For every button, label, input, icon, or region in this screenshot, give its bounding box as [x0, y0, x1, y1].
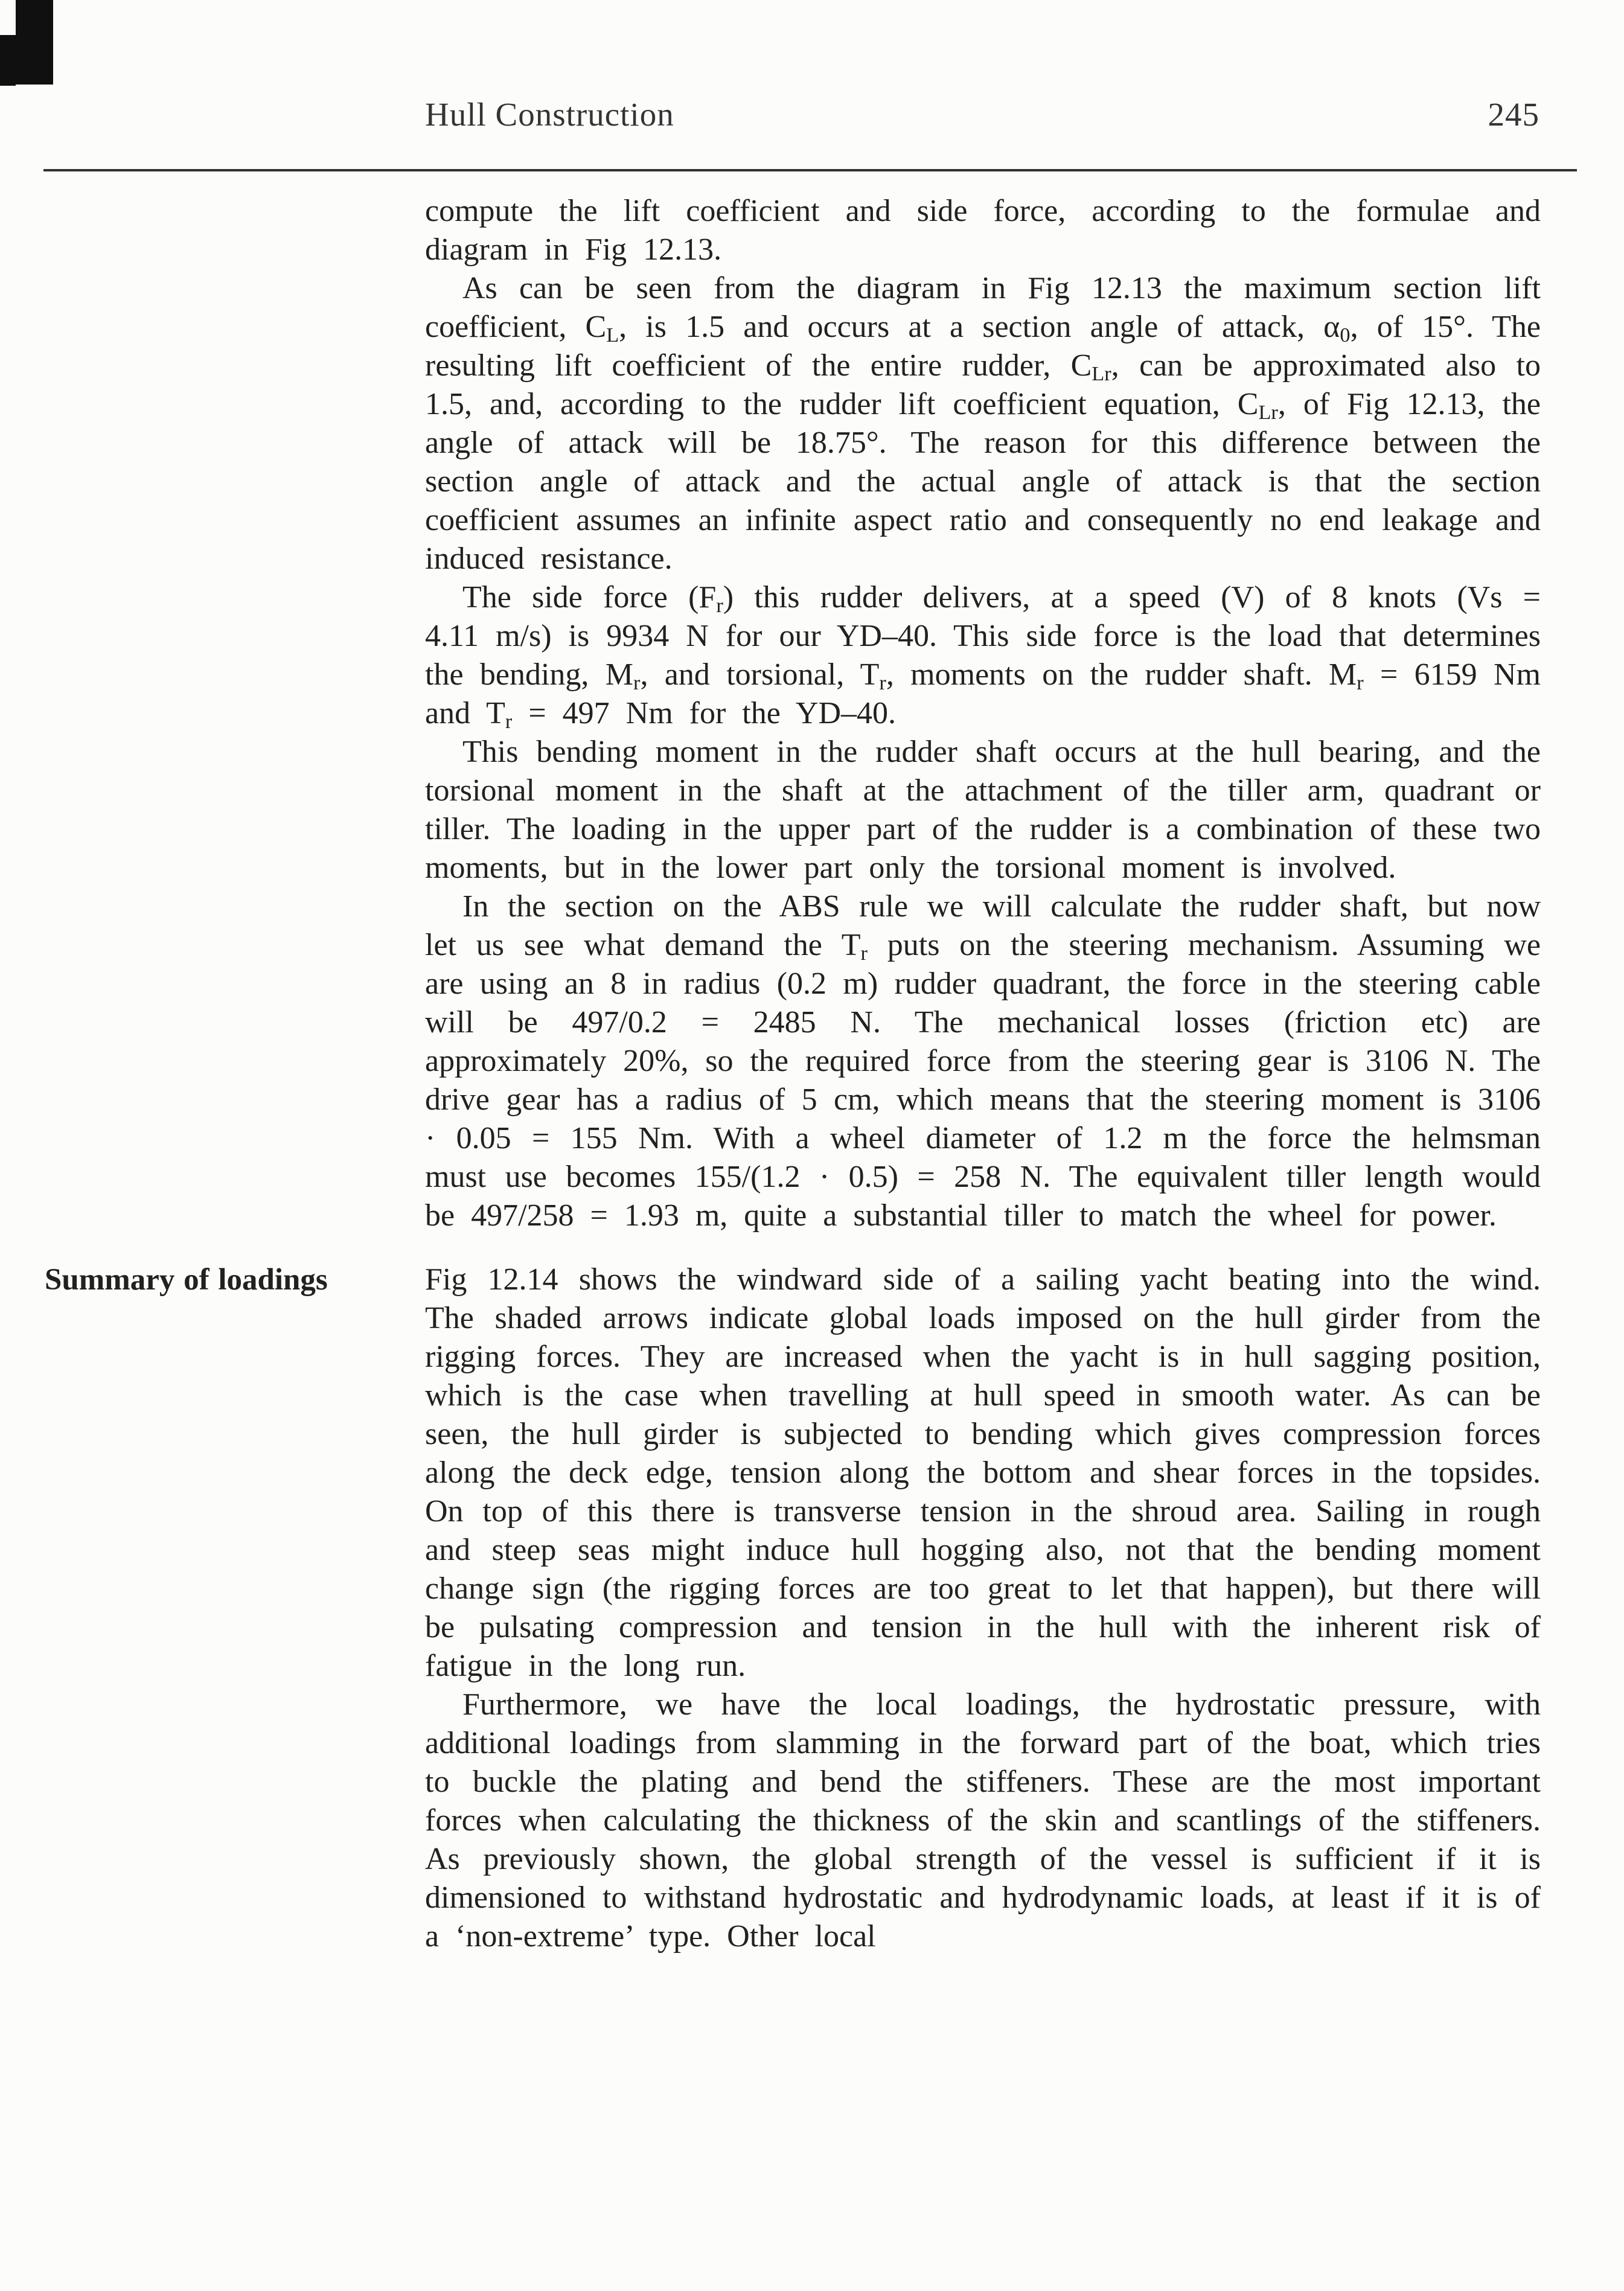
text-run: , of Fig 12.13, the angle of attack will be 18.75°. The reason for this difference between the section angle of attack and the actual angle of attack is that the section coefficient assumes an infinite aspect ratio and consequently no end leakage and induced resistance.: [425, 387, 1541, 576]
scan-artifact-mark: [16, 0, 53, 85]
text-run: compute the lift coefficient and side force, according to the formulae and diagram in Fig 12.13.: [425, 194, 1541, 267]
text-section: [45, 1261, 1541, 1956]
paragraph: [425, 578, 1541, 733]
text-run: , is 1.5 and occurs at a section angle of attack, α: [619, 310, 1340, 344]
text-run: The side force (F: [462, 580, 717, 615]
subscript-text: r: [716, 593, 723, 617]
text-run: , of 15°. The resulting lift coefficient of the entire rudder, C: [425, 310, 1541, 383]
text-run: , and torsional, T: [640, 657, 880, 692]
text-section: [425, 192, 1541, 1235]
text-run: ) this rudder delivers, at a speed (V) of 8 knots (Vs = 4.11 m/s) is 9934 N for our YD–40. This side force is the load that determines the bending, M: [425, 580, 1541, 692]
subscript-text: r: [505, 709, 513, 733]
page-number: 245: [1488, 96, 1539, 133]
subscript-text: 0: [1340, 323, 1351, 347]
subscript-text: Lr: [1258, 400, 1278, 424]
text-run: = 497 Nm for the YD–40.: [512, 696, 897, 730]
paragraph: [425, 1261, 1541, 1685]
text-run: puts on the steering mechanism. Assuming we are using an 8 in radius (0.2 m) rudder quadrant, the force in the steering cable will be 497/0.2 = 2485 N. The mechanical losses (friction etc) are approximately 20%, so the required force from the steering gear is 3106 N. The drive gear has a radius of 5 cm, which means that the steering moment is 3106 · 0.05 = 155 Nm. With a wheel diameter of 1.2 m the force the helmsman must use becomes 155/(1.2 · 0.5) = 258 N. The equivalent tiller length would be 497/258 = 1.93 m, quite a substantial tiller to match the wheel for power.: [425, 928, 1541, 1233]
subscript-text: L: [606, 323, 619, 347]
subscript-text: Lr: [1092, 362, 1111, 385]
chapter-title: Hull Construction: [425, 96, 674, 133]
paragraph: [425, 192, 1541, 269]
header-rule: [43, 169, 1577, 171]
paragraph: [425, 269, 1541, 578]
text-run: , moments on the rudder shaft. M: [886, 657, 1357, 692]
subscript-text: r: [879, 671, 886, 694]
subscript-text: r: [860, 941, 868, 965]
text-run: Fig 12.14 shows the windward side of a sailing yacht beating into the wind. The shaded arrows indicate global loads imposed on the hull girder from the rigging forces. They are increased when the yacht is in hull sagging position, which is the case when travelling at hull speed in smooth water. As can be seen, the hull girder is subjected to bending which gives compression forces along the deck edge, tension along the bottom and shear forces in the topsides. On top of this there is transverse tension in the shroud area. Sailing in rough and steep seas might induce hull hogging also, not that the bending moment change sign (the rigging forces are too great to let that happen), but there will be pulsating compression and tension in the hull with the inherent risk of fatigue in the long run.: [425, 1262, 1541, 1683]
subscript-text: r: [633, 671, 641, 694]
subscript-text: r: [1357, 671, 1364, 694]
scan-artifact-mark: [0, 35, 16, 86]
paragraph: [425, 733, 1541, 887]
text-run: This bending moment in the rudder shaft occurs at the hull bearing, and the torsional moment in the shaft at the attachment of the tiller arm, quadrant or tiller. The loading in the upper part of the rudder is a combination of these two moments, but in the lower part only the torsional moment is involved.: [425, 735, 1541, 885]
text-run: As can be seen from the diagram in Fig 12.13 the maximum section lift coefficient, C: [425, 271, 1541, 344]
body-text-column: [45, 192, 1541, 1956]
page-header: [425, 95, 1539, 133]
paragraph: [425, 887, 1541, 1235]
text-run: = 6159 Nm and T: [425, 657, 1541, 730]
text-run: In the section on the ABS rule we will calculate the rudder shaft, but now let us see what demand the T: [425, 889, 1541, 962]
margin-heading: Summary of loadings: [45, 1263, 328, 1297]
paragraph: [425, 1685, 1541, 1956]
text-run: , can be approximated also to 1.5, and, according to the rudder lift coefficient equation, C: [425, 348, 1541, 421]
text-run: Furthermore, we have the local loadings, the hydrostatic pressure, with additional loadings from slamming in the forward part of the boat, which tries to buckle the plating and bend the stiffeners. These are the most important forces when calculating the thickness of the skin and scantlings of the stiffeners. As previously shown, the global strength of the vessel is sufficient if it is dimensioned to withstand hydrostatic and hydrodynamic loads, at least if it is of a ‘non-extreme’ type. Other local: [425, 1687, 1541, 1954]
